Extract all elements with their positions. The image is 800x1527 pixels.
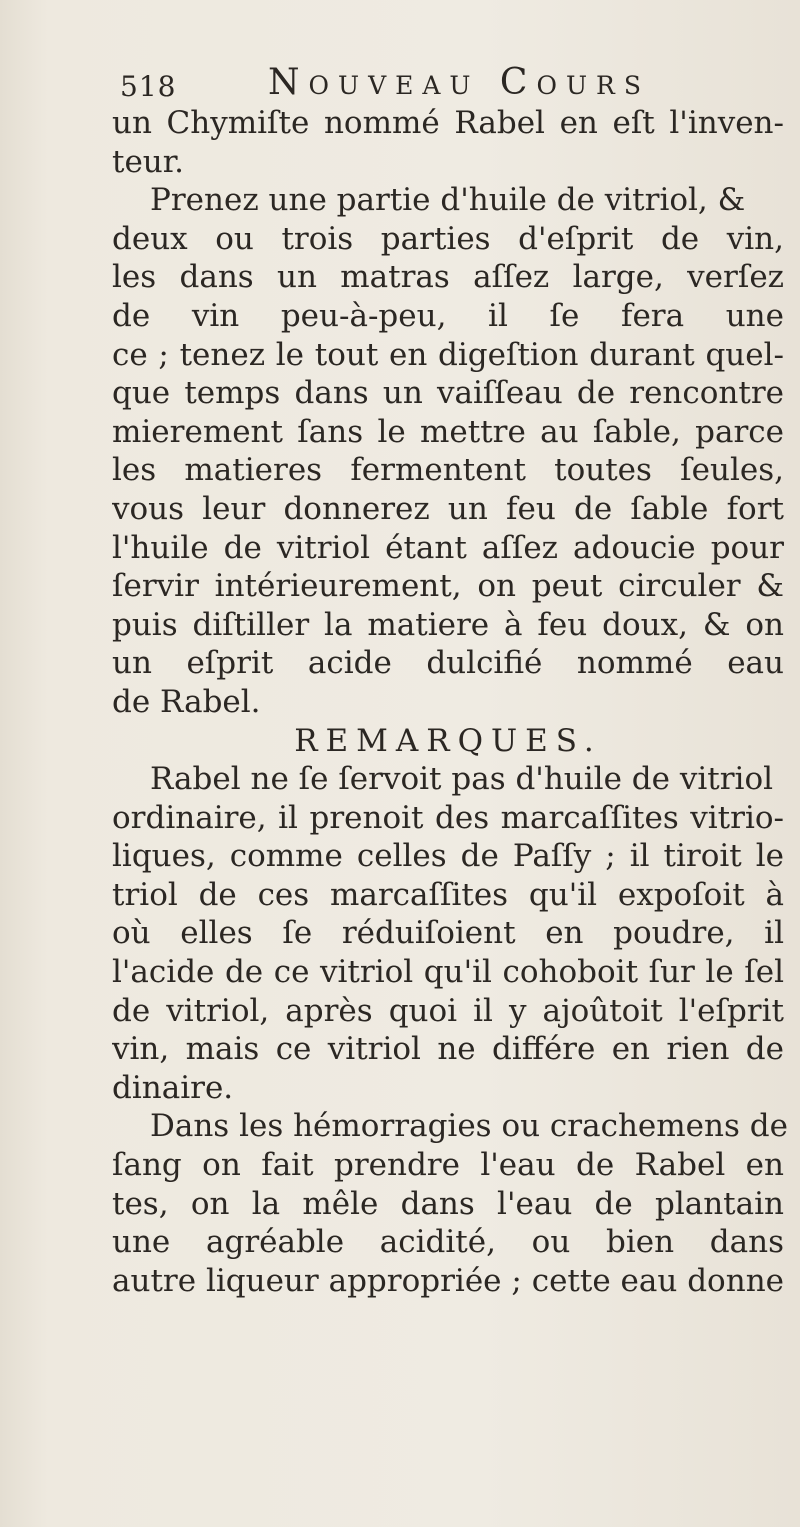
- text-line: ce ; tenez le tout en digeſtion durant quel-: [112, 336, 784, 373]
- text-line: les dans un matras aſſez large, verſez: [112, 259, 784, 296]
- text-line: Dans les hémorragies ou crachemens de: [150, 1108, 788, 1145]
- text-line: triol de ces marcaſſites qu'il expoſoit à: [112, 876, 784, 913]
- text-line: teur.: [112, 143, 185, 180]
- text-body: [112, 104, 788, 1300]
- text-line: liques, comme celles de Paſſy ; il tiroit le: [112, 838, 784, 875]
- text-line: un eſprit acide dulcifié nommé eau: [112, 645, 784, 682]
- text-line: de vitriol, après quoi il y ajoûtoit l'eſprit: [112, 992, 784, 1029]
- text-line: mierement ſans le mettre au ſable, parce: [112, 413, 784, 450]
- text-line: vin, mais ce vitriol ne différe en rien de: [112, 1031, 784, 1068]
- text-line: où elles ſe réduiſoient en poudre, il: [112, 915, 784, 952]
- text-line: les matieres fermentent toutes ſeules,: [112, 452, 784, 489]
- text-line: Prenez une partie d'huile de vitriol, &: [150, 182, 746, 219]
- text-line: ſang on fait prendre l'eau de Rabel en: [112, 1147, 784, 1184]
- text-line: un Chymiſte nommé Rabel en eſt l'inven-: [112, 105, 784, 141]
- text-line: l'huile de vitriol étant aſſez adoucie pour: [112, 529, 784, 566]
- page-header: [112, 62, 752, 106]
- running-title: Nouveau Cours: [268, 62, 650, 103]
- text-line: que temps dans un vaiſſeau de rencontre: [112, 375, 784, 412]
- text-line: deux ou trois parties d'eſprit de vin,: [112, 220, 784, 257]
- page-number: 518: [120, 70, 177, 103]
- text-line: autre liqueur appropriée ; cette eau donne: [112, 1262, 784, 1299]
- text-line: ordinaire, il prenoit des marcaſſites vitrio-: [112, 799, 784, 836]
- text-line: ſervir intérieurement, on peut circuler &: [112, 568, 784, 605]
- text-line: puis diſtiller la matiere à feu doux, & on: [112, 606, 784, 643]
- text-line: Rabel ne ſe ſervoit pas d'huile de vitriol: [150, 761, 774, 798]
- text-line: dinaire.: [112, 1069, 234, 1106]
- text-line: l'acide de ce vitriol qu'il cohoboit ſur le ſel: [112, 954, 784, 991]
- text-line: de vin peu-à-peu, il ſe fera une: [112, 297, 784, 334]
- text-line: vous leur donnerez un feu de ſable fort: [112, 490, 784, 527]
- text-line: une agréable acidité, ou bien dans: [112, 1224, 784, 1261]
- text-line: de Rabel.: [112, 683, 261, 720]
- section-heading: REMARQUES.: [294, 722, 602, 759]
- text-line: tes, on la mêle dans l'eau de plantain: [112, 1185, 784, 1222]
